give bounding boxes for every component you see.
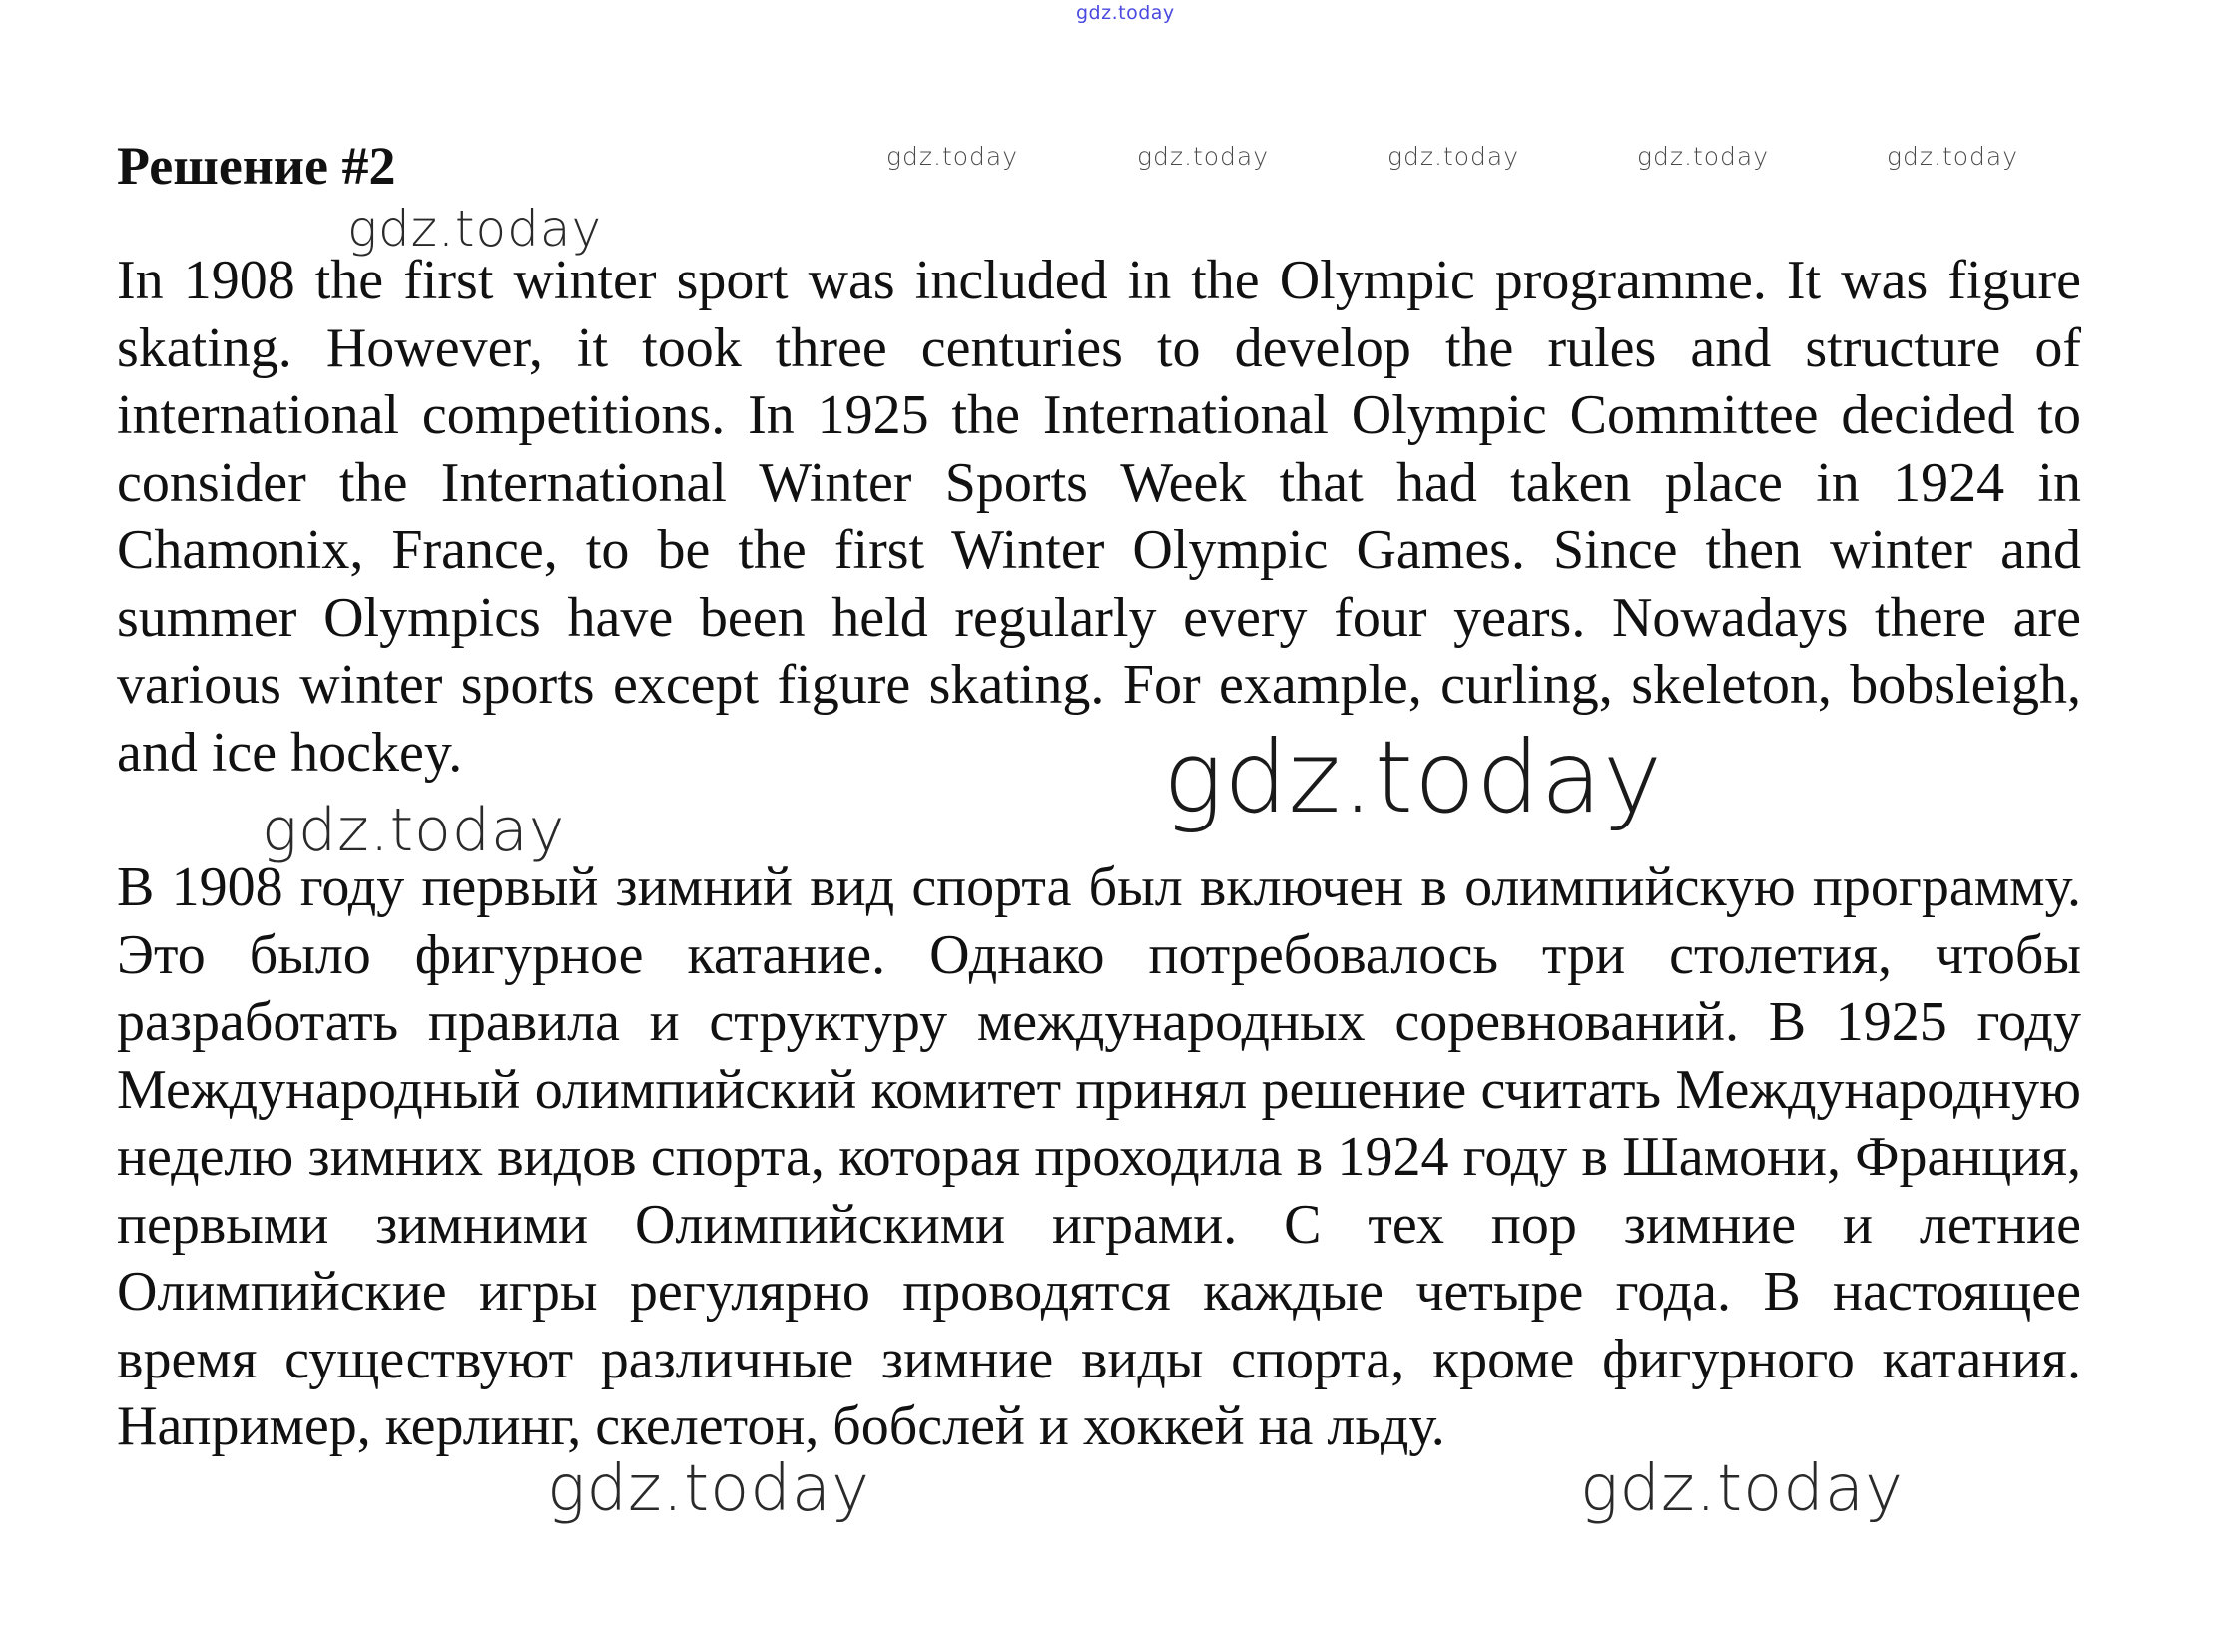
watermark-text: gdz.today bbox=[1163, 719, 1664, 835]
watermark-text: gdz.today bbox=[886, 142, 1019, 171]
watermark-text: gdz.today bbox=[1387, 142, 1520, 171]
watermark-text: gdz.today bbox=[1137, 142, 1270, 171]
solution-title: Решение #2 bbox=[117, 136, 396, 196]
watermark-text: gdz.today bbox=[347, 200, 603, 258]
top-watermark: gdz.today bbox=[1076, 2, 1175, 24]
watermark-text: gdz.today bbox=[1637, 142, 1770, 171]
watermark-text: gdz.today bbox=[547, 1452, 870, 1526]
english-paragraph: In 1908 the first winter sport was included in the Olympic programme. It was figure skating. However, it took three centuries to develop the rules and structure of international competitions. In 1925 the International Olympic Committee decided to consider the International Winter Sports Week that had taken place in 1924 in Chamonix, France, to be the first Winter Olympic Games. Since then winter and summer Olympics have been held regularly every four years. Nowadays there are various winter sports except figure skating. For example, curling, skeleton, bobsleigh, and ice hockey. bbox=[117, 250, 2081, 784]
watermark-text: gdz.today bbox=[262, 796, 566, 865]
watermark-text: gdz.today bbox=[1887, 142, 2019, 171]
watermark-text: gdz.today bbox=[1580, 1452, 1904, 1526]
russian-paragraph: В 1908 году первый зимний вид спорта был включен в олимпийскую программу. Это было фигурное катание. Однако потребовалось три столетия, чтобы разработать правила и структуру международных соревнований. В 1925 году Международный олимпийский комитет принял решение считать Международную неделю зимних видов спорта, которая проходила в 1924 году в Шамони, Франция, первыми зимними Олимпийскими играми. С тех пор зимние и летние Олимпийские игры регулярно проводятся каждые четыре года. В настоящее время существуют различные зимние виды спорта, кроме фигурного катания. Например, керлинг, скелетон, бобслей и хоккей на льду. bbox=[117, 856, 2081, 1457]
